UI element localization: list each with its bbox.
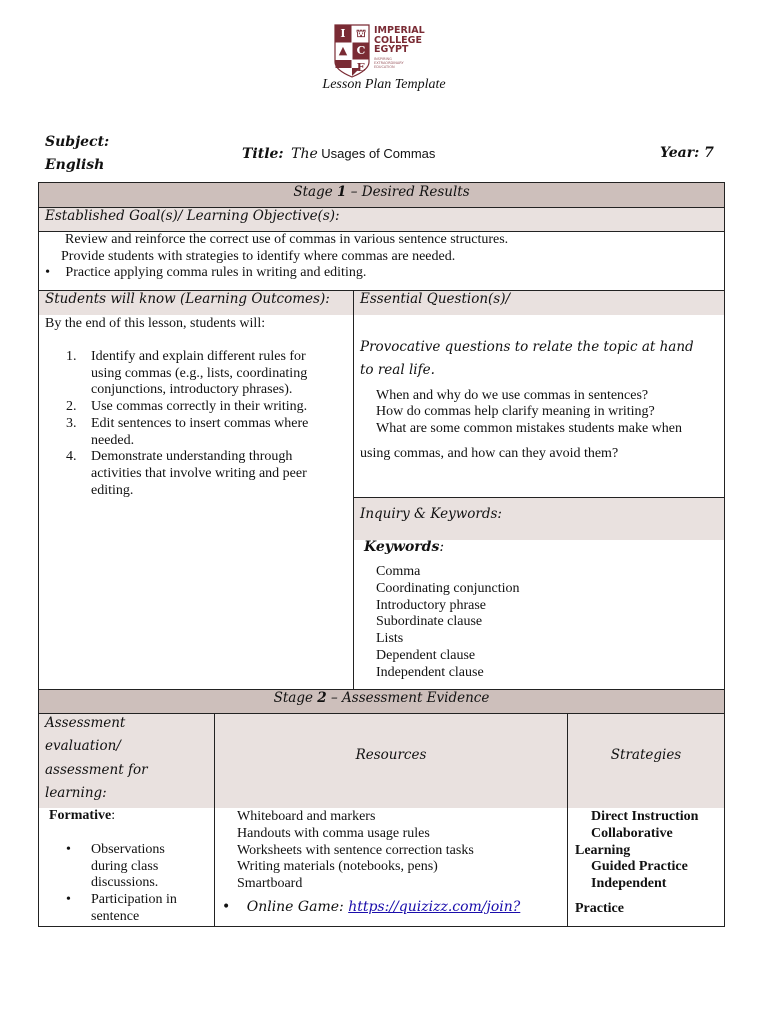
outcomes-intro: By the end of this lesson, students will: [45, 316, 266, 331]
bullet-icon: • [66, 842, 71, 857]
outcome-item: 1. Identify and explain different rules for using commas (e.g., lists, coordinating conjunctions, introductory phrases). [66, 349, 308, 398]
question-item: When and why do we use commas in sentences? [376, 388, 649, 403]
strategy-item: Learning [575, 842, 631, 858]
bullet-icon: • [45, 265, 50, 280]
question-tail: using commas, and how can they avoid them? [360, 446, 619, 461]
outcome-item: 3. Edit sentences to insert commas where needed. [66, 415, 309, 448]
keyword-item: Comma [376, 564, 421, 579]
lesson-title: Title: The Usages of Commas [242, 146, 436, 162]
bullet-icon: • [66, 892, 71, 908]
essential-question-label: Essential Question(s)/ [360, 291, 511, 307]
resource-item: Whiteboard and markers [237, 809, 376, 824]
resource-item: Handouts with comma usage rules [237, 825, 430, 841]
inquiry-label: Inquiry & Keywords: [360, 506, 502, 522]
resources-list [237, 809, 474, 893]
outcome-item: 2. Use commas correctly in their writing. [66, 399, 308, 415]
formative-item: • Participation in sentence [66, 892, 177, 924]
goal-item: • Practice applying comma rules in writing and editing. [45, 265, 367, 280]
question-item: How do commas help clarify meaning in writing? [376, 404, 655, 419]
formative-list [66, 842, 211, 926]
keywords-label: Keywords: [364, 539, 445, 555]
goal-label: Established Goal(s)/ Learning Objective(s): [45, 208, 340, 224]
logo-letter-i: I [340, 27, 346, 40]
stage1-heading: Stage 1 – Desired Results [293, 184, 470, 200]
outcomes-list [66, 349, 346, 499]
keyword-item: Introductory phrase [376, 597, 487, 613]
strategy-item: Practice [575, 900, 624, 916]
assessment-label: Assessment evaluation/ assessment for learning: [45, 715, 148, 801]
resource-item: Worksheets with sentence correction tasks [237, 842, 474, 858]
logo-triangle-icon: ▲ [338, 44, 348, 57]
provocative-line: to real life. [360, 362, 435, 378]
goal-item: Provide students with strategies to identify where commas are needed. [61, 249, 456, 264]
keyword-item: Lists [376, 631, 404, 647]
keyword-item: Coordinating conjunction [376, 580, 520, 596]
keyword-item: Independent clause [376, 664, 484, 680]
logo-pillar-icon: ⛫ [355, 27, 367, 40]
goal-item: Review and reinforce the correct use of commas in various sentence structures. [65, 232, 509, 247]
online-game-link[interactable]: https://quizizz.com/join? [348, 899, 521, 915]
know-label: Students will know (Learning Outcomes): [45, 291, 330, 307]
subject-label: Subject: [45, 134, 110, 150]
formative-item: • Observations during class discussions. [66, 842, 165, 891]
strategies-label: Strategies [610, 747, 682, 763]
stage2-heading: Stage 2 – Assessment Evidence [273, 690, 490, 706]
logo-letter-c: C [356, 44, 366, 57]
keyword-item: Subordinate clause [376, 614, 483, 630]
provocative-line: Provocative questions to relate the topic at hand [360, 339, 694, 355]
subject-value: English [45, 157, 105, 173]
resource-item: Smartboard [237, 876, 303, 892]
question-item: What are some common mistakes students make when [376, 421, 682, 436]
document-title: Lesson Plan Template [322, 77, 446, 92]
resource-item: Writing materials (notebooks, pens) [237, 859, 438, 875]
logo-wordmark: IMPERIAL COLLEGE EGYPT [374, 25, 425, 55]
formative-label: Formative: [49, 808, 116, 823]
logo-tagline: INSPIRING EXTRAORDINARY EDUCATION [374, 57, 404, 69]
strategies-list [575, 809, 698, 918]
keyword-item: Dependent clause [376, 647, 476, 663]
bullet-icon: • [222, 899, 231, 915]
strategy-item: Direct Instruction [591, 809, 699, 824]
strategy-item: Collaborative [591, 825, 673, 841]
imperial-college-logo [334, 24, 436, 80]
resources-label: Resources [355, 747, 427, 763]
strategy-item: Independent [591, 876, 667, 892]
logo-letter-e: E [356, 61, 366, 74]
strategy-item: Guided Practice [591, 859, 688, 875]
keywords-list [376, 564, 519, 682]
year-label: Year: 7 [660, 145, 714, 161]
online-game-item: • Online Game: https://quizizz.com/join? [222, 899, 521, 915]
outcome-item: 4. Demonstrate understanding through activities that involve writing and peer editing. [66, 449, 307, 498]
